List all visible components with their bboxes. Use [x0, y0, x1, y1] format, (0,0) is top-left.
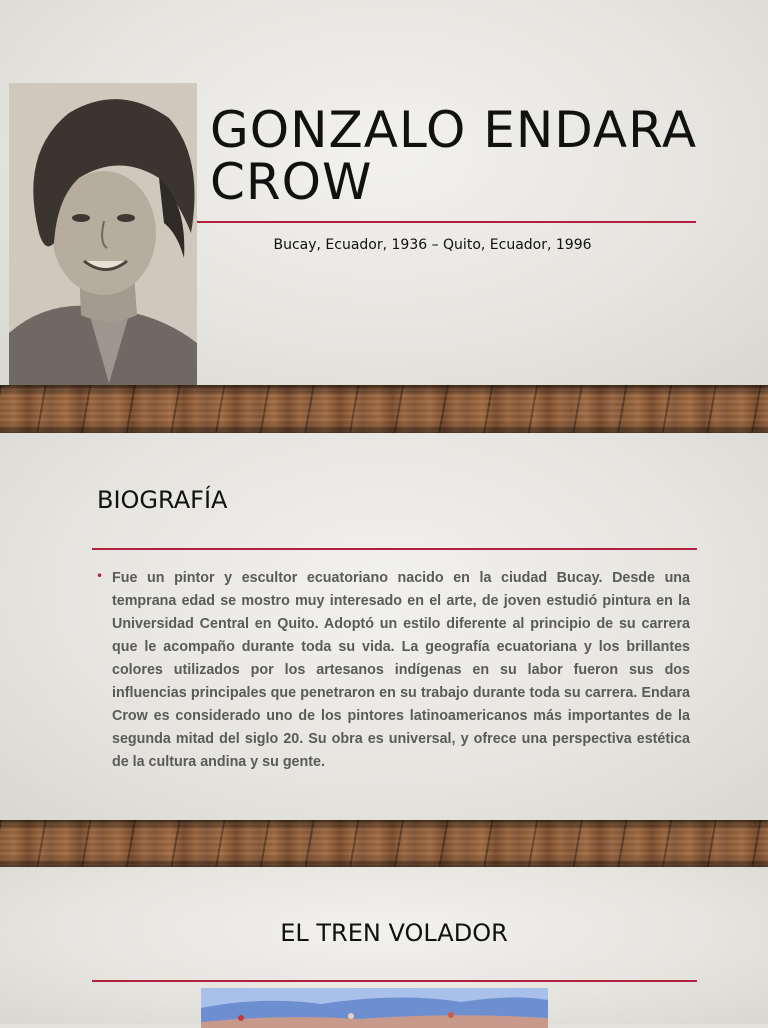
- wood-floor-band: [0, 820, 768, 867]
- biography-slide: [0, 433, 768, 820]
- painting-image: [201, 988, 548, 1028]
- biography-text: Fue un pintor y escultor ecuatoriano nacido en la ciudad Bucay. Desde una temprana edad se mostro muy interesado en el arte, de joven estudió pintura en la Universidad Central en Quito. Adoptó un estilo diferente al principio de su carrera que le acompaño durante toda su vida. La geografía ecuatoriana y los brillantes colores utilizados por los artesanos indígenas en su labor fueron sus dos influencias principales que penetraron en su trabajo durante toda su carrera. Endara Crow es considerado uno de los pintores latinoamericanos más importantes de la segunda mitad del siglo 20. Su obra es universal, y ofrece una perspectiva estética de la cultura andina y su gente.: [112, 570, 690, 770]
- painting-divider: [92, 980, 697, 982]
- bullet-icon: •: [96, 569, 104, 583]
- title-divider: [197, 221, 696, 223]
- slide-title: GONZALO ENDARA CROW: [210, 101, 698, 211]
- title-slide: [0, 0, 768, 385]
- painting-slide: [0, 867, 768, 1024]
- biography-divider: [92, 548, 697, 550]
- painting-heading: EL TREN VOLADOR: [280, 919, 508, 947]
- portrait-illustration: [9, 83, 197, 385]
- painting-illustration: [201, 988, 548, 1028]
- slide-subtitle: Bucay, Ecuador, 1936 – Quito, Ecuador, 1996: [273, 237, 592, 253]
- biography-heading: BIOGRAFÍA: [97, 486, 228, 514]
- portrait-photo: [9, 83, 197, 385]
- wood-floor-band: [0, 385, 768, 433]
